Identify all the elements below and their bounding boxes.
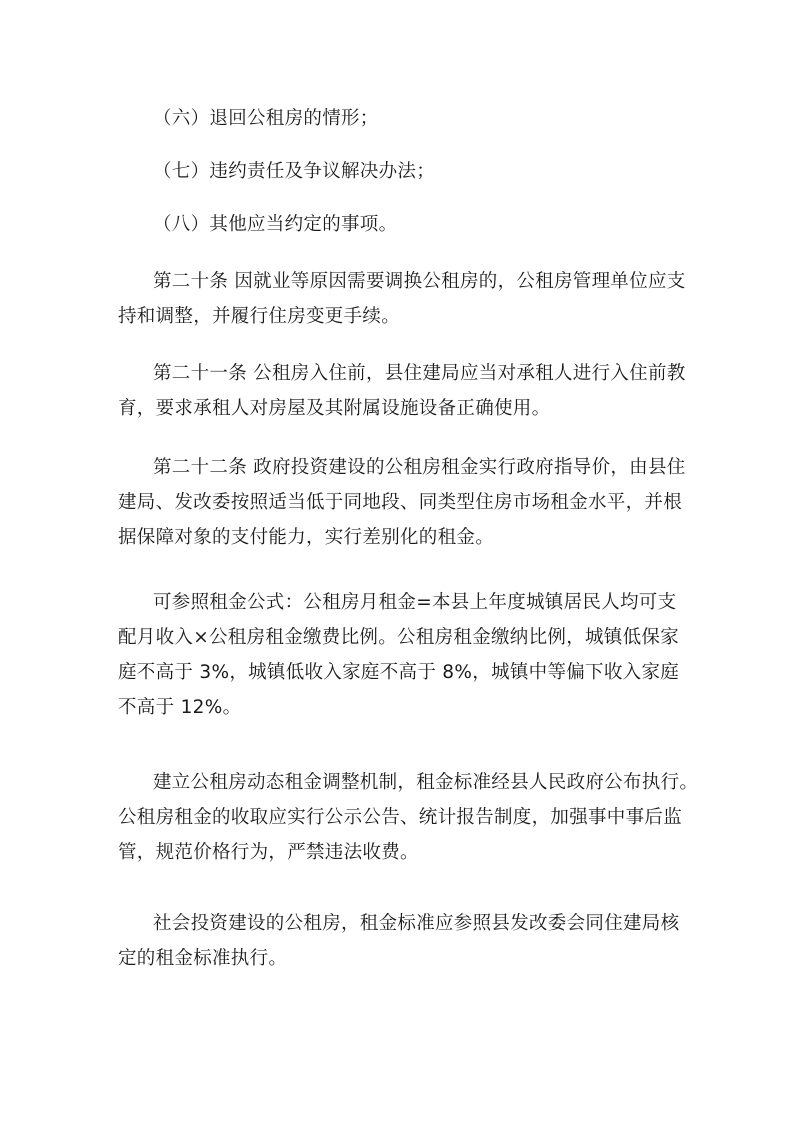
- paragraph-line: 建立公租房动态租金调整机制，租金标准经县人民政府公布执行。: [153, 772, 699, 793]
- list-item-6: [118, 101, 690, 136]
- paragraph-line: 定的租金标准执行。: [118, 948, 288, 969]
- list-item-text: （六）退回公租房的情形；: [153, 108, 379, 129]
- paragraph-line: 庭不高于 3%，城镇低收入家庭不高于 8%，城镇中等偏下收入家庭: [118, 662, 680, 683]
- paragraph-line: 据保障对象的支付能力，实行差别化的租金。: [118, 527, 495, 548]
- paragraph-line: 第二十条 因就业等原因需要调换公租房的，公租房管理单位应支: [153, 271, 686, 292]
- paragraph-line: 第二十二条 政府投资建设的公租房租金实行政府指导价，由县住: [153, 457, 686, 478]
- article-20-paragraph: [118, 264, 690, 334]
- list-item-text: （八）其他应当约定的事项。: [153, 214, 398, 235]
- paragraph-line: 可参照租金公式：公租房月租金=本县上年度城镇居民人均可支: [153, 592, 677, 613]
- paragraph-line: 公租房租金的收取应实行公示公告、统计报告制度，加强事中事后监: [118, 807, 683, 828]
- paragraph-line: 第二十一条 公租房入住前，县住建局应当对承租人进行入住前教: [153, 363, 686, 384]
- paragraph-line: 持和调整，并履行住房变更手续。: [118, 306, 401, 327]
- social-investment-paragraph: [118, 906, 690, 976]
- paragraph-line: 育，要求承租人对房屋及其附属设施设备正确使用。: [118, 398, 551, 419]
- list-item-7: [118, 154, 690, 189]
- paragraph-line: 不高于 12%。: [118, 697, 242, 718]
- article-21-paragraph: [118, 356, 690, 426]
- paragraph-line: 管，规范价格行为，严禁违法收费。: [118, 842, 419, 863]
- rent-formula-paragraph: [118, 585, 690, 725]
- paragraph-line: 配月收入×公租房租金缴费比例。公租房租金缴纳比例，城镇低保家: [118, 627, 680, 648]
- rent-adjustment-paragraph: [118, 765, 699, 870]
- list-item-text: （七）违约责任及争议解决办法；: [153, 161, 436, 182]
- paragraph-line: 社会投资建设的公租房，租金标准应参照县发改委会同住建局核: [153, 913, 680, 934]
- article-22-paragraph: [118, 450, 690, 555]
- list-item-8: [118, 207, 690, 242]
- paragraph-line: 建局、发改委按照适当低于同地段、同类型住房市场租金水平，并根: [118, 492, 683, 513]
